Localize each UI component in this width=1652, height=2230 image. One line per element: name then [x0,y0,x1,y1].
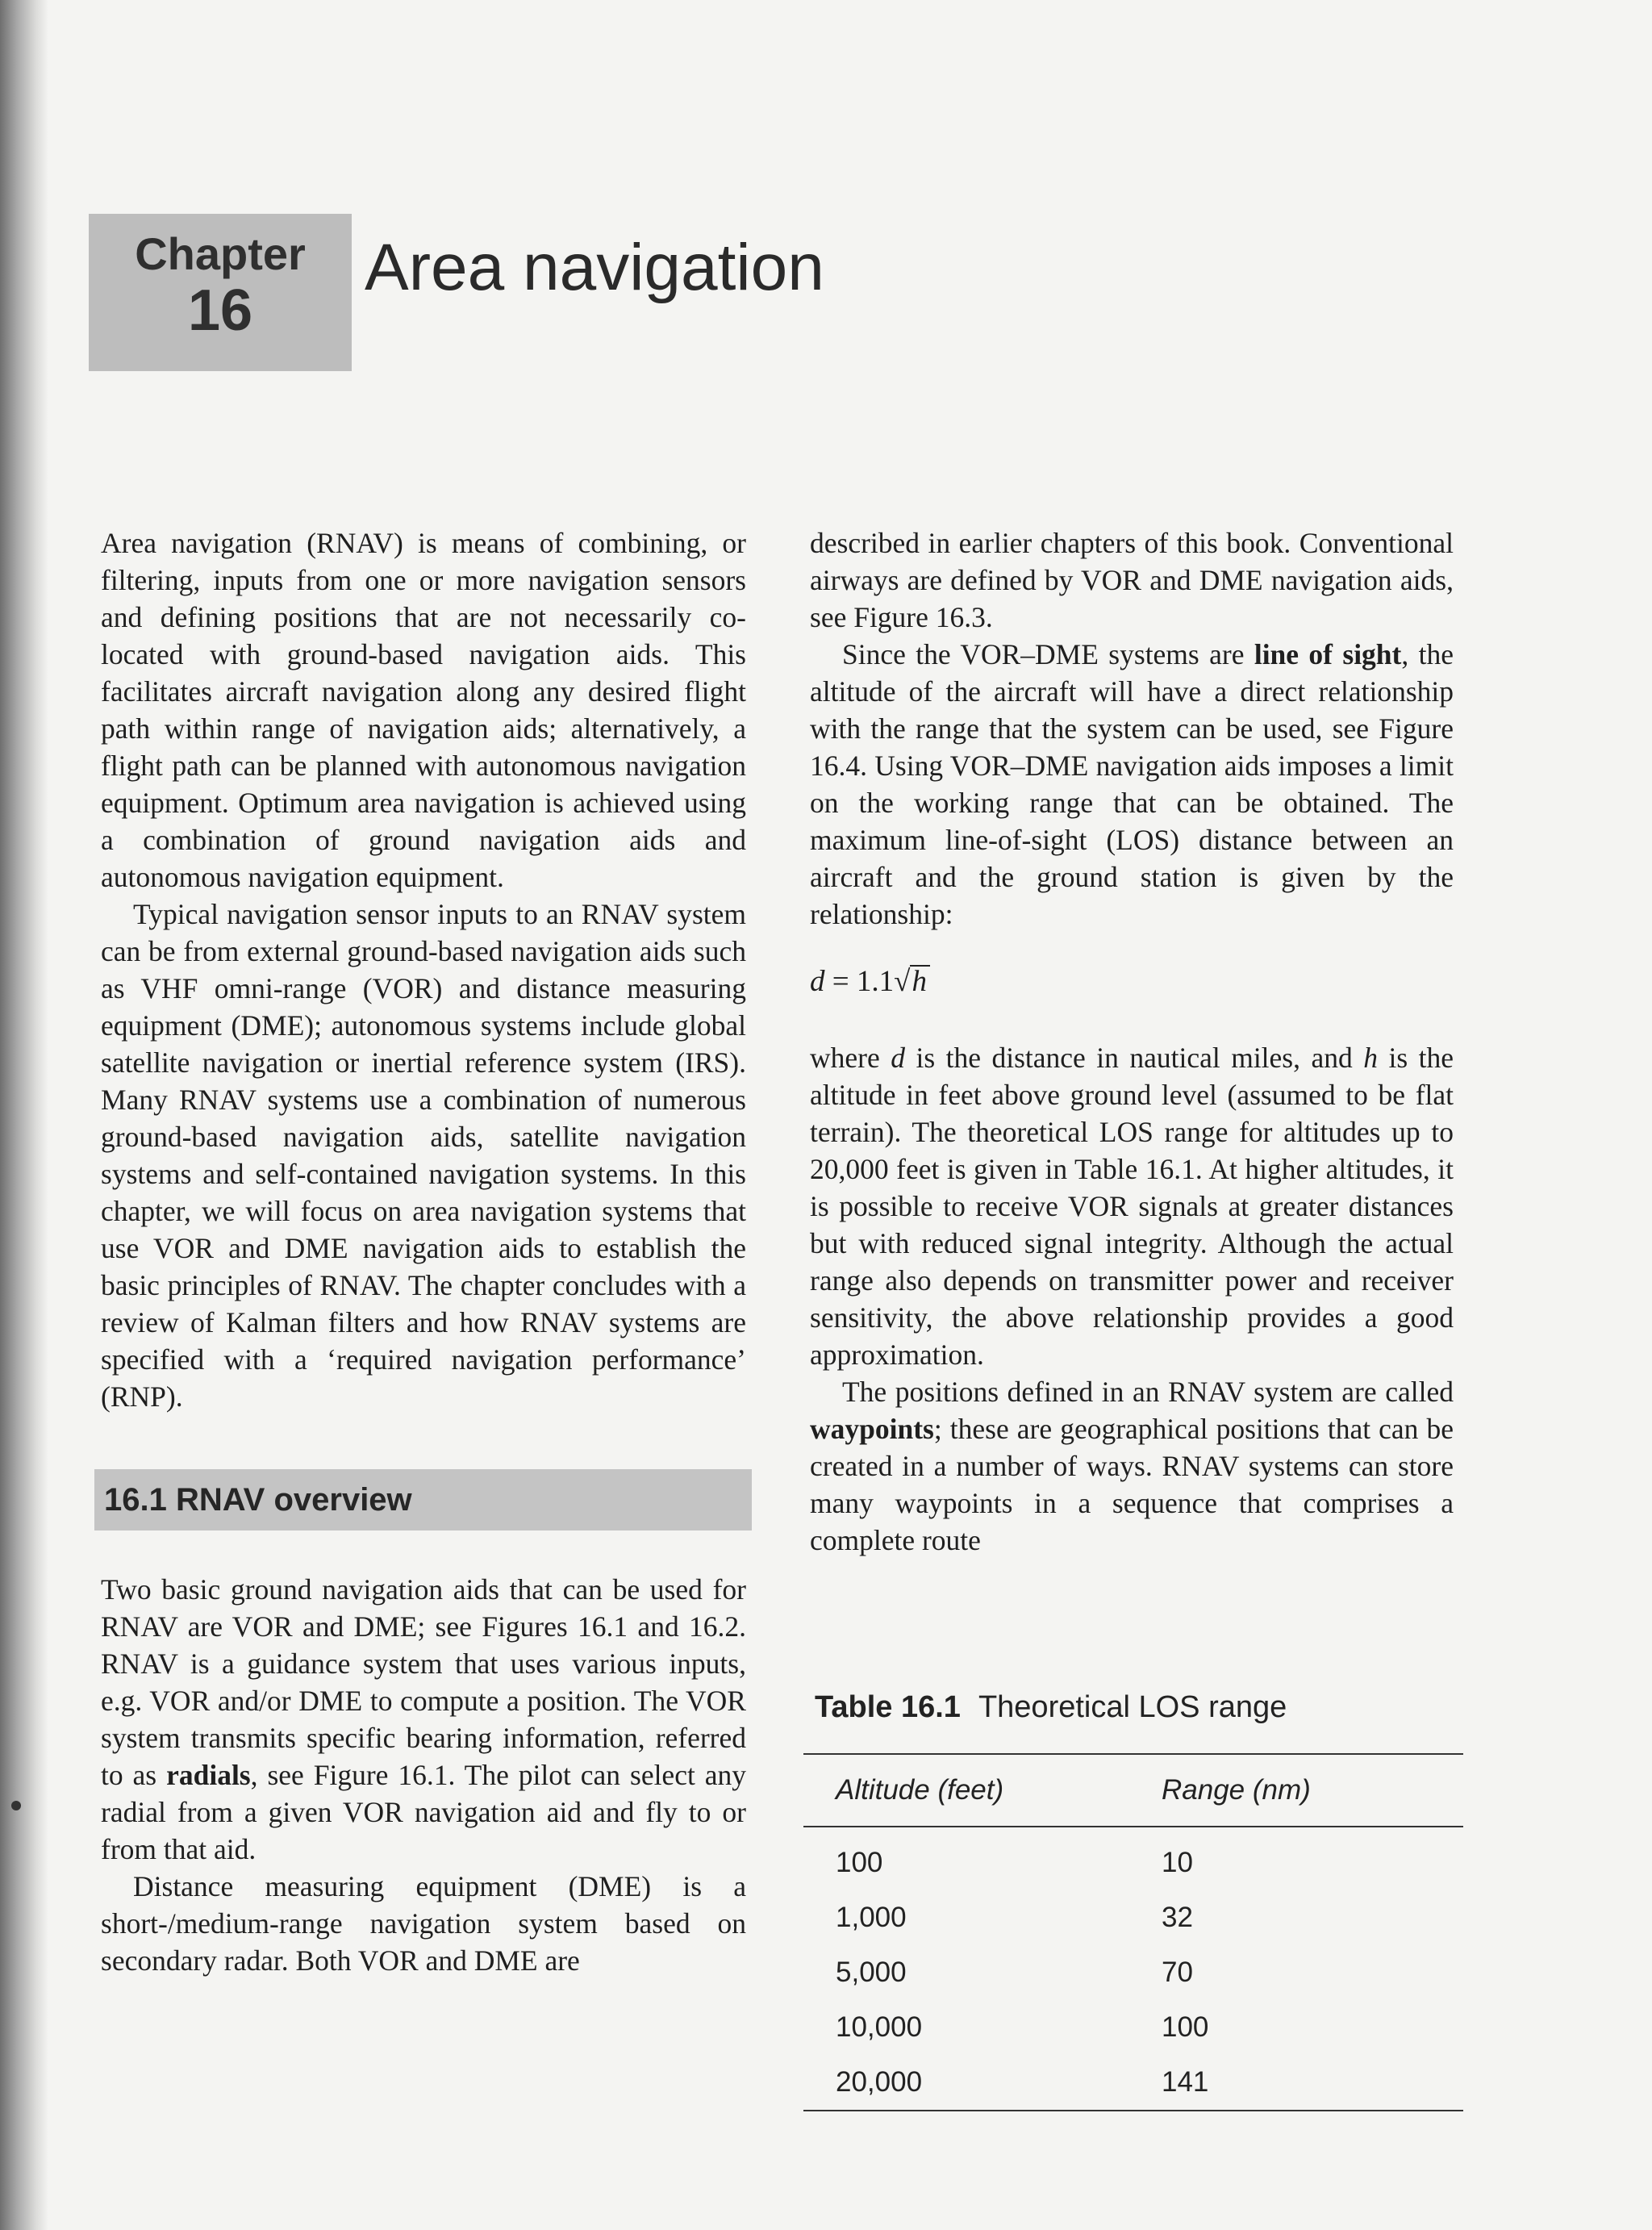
table-title: Theoretical LOS range [978,1690,1287,1724]
formula-lhs: d [810,965,825,998]
text-run: , the altitude of the aircraft will have a direct relationship with the range that the system can be used, see Figure 16.4. Using VOR–DME navigation aids imposes a limit on the working range that can be obtained. The maximum line-of-sight (LOS) distance between an aircraft and the ground station is given by the relationship: [810,638,1454,930]
page-binding-shadow [0,0,48,2230]
table-row [803,1890,1463,1945]
section-heading: 16.1 RNAV overview [94,1469,752,1531]
paragraph-intro-1: Area navigation (RNAV) is means of combining, or filtering, inputs from one or more navigation sensors and defining positions that are not necessarily co-located with ground-based navigation aids. This facilitates aircraft navigation along any desired flight path within range of navigation aids; alternatively, a flight path can be planned with autonomous navigation equipment. Optimum area navigation is achieved using a combination of ground navigation aids and autonomous navigation equipment. [101,527,746,893]
paragraph-intro-2: Typical navigation sensor inputs to an RNAV system can be from external ground-based navigation aids such as VHF omni-range (VOR) and distance measuring equipment (DME); autonomous systems include global satellite navigation or inertial reference system (IRS). Many RNAV systems use a combination of numerous ground-based navigation aids, satellite navigation systems and self-contained navigation systems. In this chapter, we will focus on area navigation systems that use VOR and DME navigation aids to establish the basic principles of RNAV. The chapter concludes with a review of Kalman filters and how RNAV systems are specified with a ‘required navigation performance’ (RNP). [101,898,746,1413]
cell-range: 100 [1162,2011,1209,2043]
cell-altitude: 5,000 [836,1956,907,1988]
cell-altitude: 1,000 [836,1902,907,1933]
table-header-row [803,1754,1463,1827]
chapter-title: Area navigation [365,231,824,304]
formula-eq: = 1.1 [824,965,895,998]
paragraph-right-1: described in earlier chapters of this book. Conventional airways are defined by VOR and DME navigation aids, see Figure 16.3. [810,527,1454,633]
table-row [803,1945,1463,2000]
chapter-number: 16 [187,278,253,343]
text-run: , see Figure 16.1. The pilot can select any radial from a given VOR navigation aid and fly to or from that aid. [101,1759,747,1865]
chapter-badge [89,214,352,371]
table-row [803,2055,1463,2111]
text-run: Two basic ground navigation aids that can be used for RNAV are VOR and DME; see Figures 16.1 and 16.2. RNAV is a guidance system that uses various inputs, e.g. VOR and/or DME to compute a position. The VOR system transmits specific bearing information, referred to as [101,1573,746,1791]
los-range-table [803,1753,1463,2111]
paragraph-right-3 [810,1039,1454,1373]
table-label: Table 16.1 [815,1690,961,1724]
formula-radicand: h [912,965,927,998]
cell-range: 10 [1162,1847,1193,1878]
formula-radicand-wrap [910,965,930,997]
cell-altitude: 10,000 [836,2011,923,2043]
column-header-altitude: Altitude (feet) [836,1774,1004,1806]
text-run: is the distance in nautical miles, and [904,1042,1364,1074]
table-caption [815,1685,1287,1730]
table-row [803,1827,1463,1890]
text-run: is the altitude in feet above ground level (assumed to be flat terrain). The theoretical LOS range for altitudes up to 20,000 feet is given in Table 16.1. At higher altitudes, it is possible to receive VOR signals at greater distances but with reduced signal integrity. Although the actual range also depends on transmitter power and receiver sensitivity, the above relationship provides a good approximation. [810,1042,1454,1371]
chapter-label: Chapter [135,228,306,279]
right-column [810,524,1454,1559]
cell-altitude: 20,000 [836,2066,923,2098]
sqrt-symbol: √ [894,965,911,998]
cell-range: 32 [1162,1902,1193,1933]
cell-altitude: 100 [836,1847,883,1878]
var-d: d [891,1042,905,1074]
bold-term-line-of-sight: line of sight [1254,638,1402,670]
paragraph-right-2 [810,636,1454,933]
text-run: ; these are geographical positions that can be created in a number of ways. RNAV systems can store many waypoints in a sequence that comprises a complete route [810,1413,1454,1556]
text-run: The positions defined in an RNAV system are called [842,1376,1454,1408]
text-run: where [810,1042,891,1074]
paragraph-rnav-2: Distance measuring equipment (DME) is a short-/medium-range navigation system based on secondary radar. Both VOR and DME are [101,1870,746,1977]
bold-term-waypoints: waypoints [810,1413,934,1445]
margin-mark [11,1801,21,1810]
cell-range: 70 [1162,1956,1193,1988]
paragraph-rnav-1 [101,1571,746,1868]
bold-term-radials: radials [166,1759,251,1791]
los-formula [810,963,1454,1000]
text-run: Since the VOR–DME systems are [842,638,1254,670]
cell-range: 141 [1162,2066,1209,2098]
paragraph-right-4 [810,1373,1454,1559]
section-body [101,1571,746,1979]
var-h: h [1363,1042,1378,1074]
column-header-range: Range (nm) [1162,1774,1311,1806]
table-row [803,2000,1463,2055]
left-column [101,524,746,1979]
